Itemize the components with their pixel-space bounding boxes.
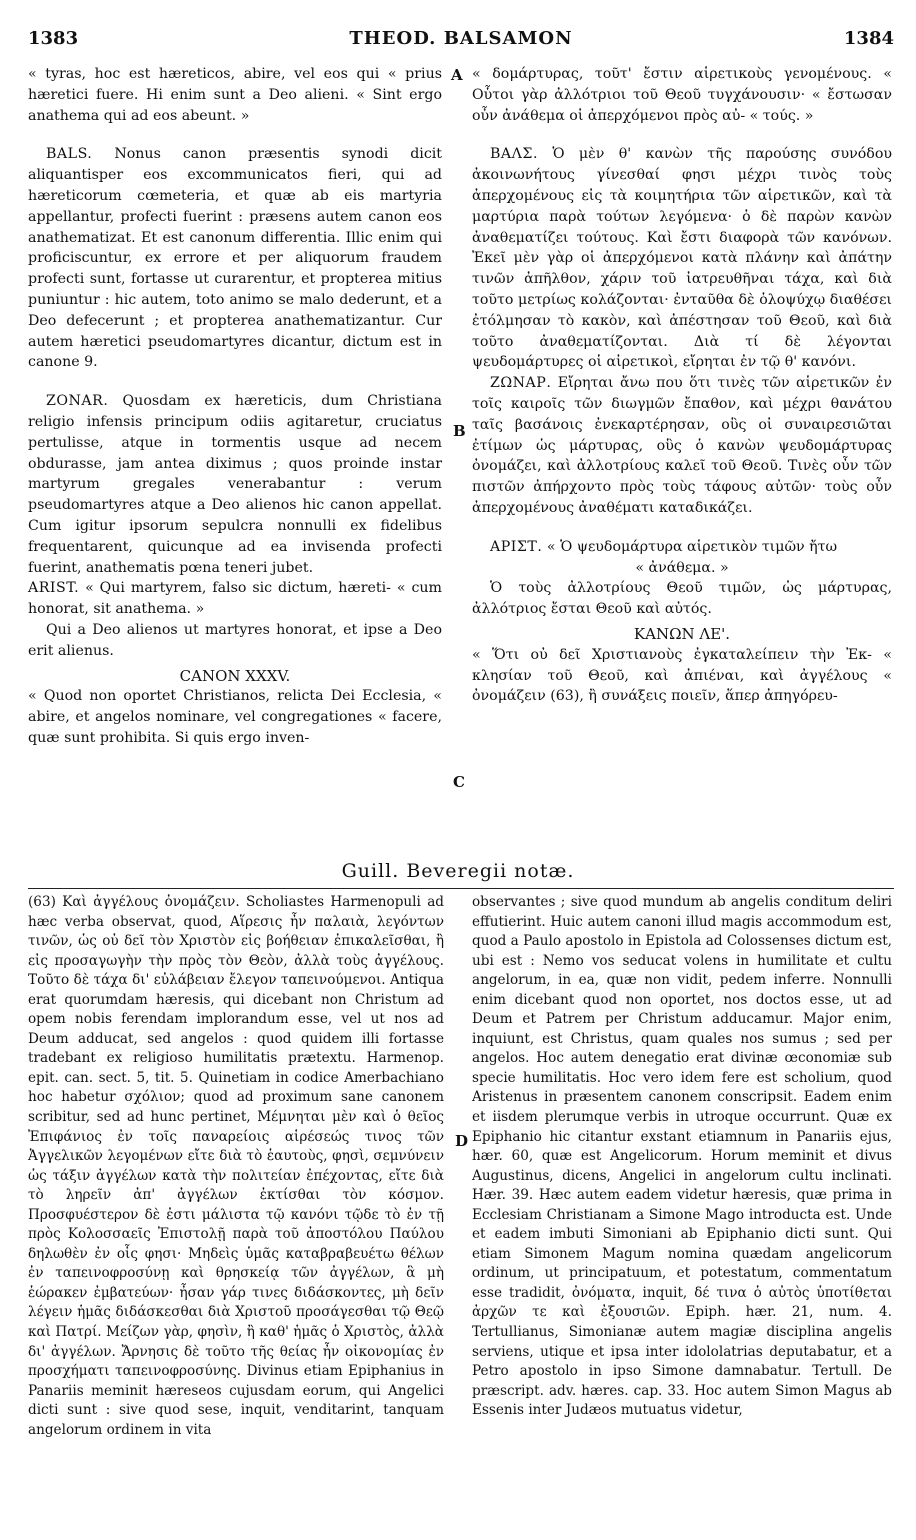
running-header — [28, 28, 894, 56]
commentary-text: Quosdam ex hæreticis, dum Christiana religio infensis principum odiis agitaretur, cruciatus pertulisse, atque in tormentis usque ad necem obdurasse, jam antea diximus ; quos proinde instar martyrum gregales venerabantur : verum pseudomartyres atque a Deo alienos hic canon appellat. Cum igitur ipsorum sepulcra nonnulli ex fidelibus frequentarent, quicunque ad ea invisenda profecti fuerint, anathematis pœna teneri jubet. — [28, 393, 443, 576]
greek-canon-title: ΚΑΝΩΝ ΛΕ'. — [633, 624, 731, 643]
note-text: (63) Καὶ ἀγγέλους ὀνομάζειν. Scholiastes Harmenopuli ad hæc verba observat, quod, Αἵρεσις ἦν παλαιὰ, λεγόντων τινῶν, ὡς οὐ δεῖ τὸν Χριστὸν εἰς βοήθειαν ἐπικαλεῖσθαι, ἢ εἰς προσαγωγὴν τὴν πρὸς τὸν Θεὸν, ἀλλὰ τοὺς ἀγγέλους. Τοῦτο δὲ τάχα δι' εὐλάβειαν ἔλεγον ταπεινούμενοι. Antiqua erat quorumdam hæresis, qui dicebant non Christum ad opem nobis ferendam implorandum esse, vel ut nos ad Deum adducat, sed angelos : quod quidem illi fortasse tradebant ex religioso humilitatis prætextu. Harmenop. epit. can. sect. 5, tit. 5. Quinetiam in codice Amerbachiano hoc habetur σχόλιον; quod ad proximum sane canonem scribitur, sed ad hunc pertinet, Μέμνηται μὲν καὶ ὁ θεῖος Ἐπιφάνιος ἐν τοῖς παναρείοις αἱρέσεώς τινος τῶν Ἀγγελικῶν λεγομένων εἴτε διὰ τὸ ἑαυτοὺς, φησὶ, σεμνύνειν ὡς τάξιν ἀγγέλων κατὰ τὴν πολιτείαν ἐπέχοντας, εἴτε διὰ τὸ ληρεῖν ἀπ' ἀγγέλων ἐκτίσθαι τὸν κόσμον. Προσφυέστερον δὲ ἐστι μάλιστα τῷ κανόνι τῷδε τὸ ἐν τῇ πρὸς Κολοσσαεῖς Ἐπιστολῇ παρὰ τοῦ ἀποστόλου Παύλου δηλωθὲν ἐν οἷς φησι· Μηδεὶς ὑμᾶς καταβραβευέτω θέλων ἐν ταπεινοφροσύνῃ καὶ θρησκείᾳ τῶν ἀγγέλων, ἃ μὴ ἑώρακεν ἐμβατεύων· ἦσαν γάρ τινες διδάσκοντες, μὴ δεῖν λέγειν ἡμᾶς διδάσκεσθαι διὰ Χριστοῦ προσάγεσθαι τῷ Θεῷ καὶ Πατρί. Μείζων γὰρ, φησὶν, ἢ καθ' ἡμᾶς ὁ Χριστὸς, ἀλλὰ δι' ἀγγέλων. Ἄρνησις δὲ τοῦτο τῆς θείας ἦν οἰκονομίας ἐν προσχήματι ταπεινοφροσύνης. Divinus etiam Epiphanius in Panariis meminit hæreseos cujusdam eorum, qui Angelici dicti sunt : sive quod sese, inquit, venditarint, tanquam angelorum ordinem in vita — [28, 894, 444, 1438]
latin-column — [28, 64, 442, 749]
greek-zonaras-commentary — [472, 373, 892, 519]
latin-canon-title: CANON XXXV. — [179, 666, 291, 685]
note-text: observantes ; sive quod mundum ab angelis conditum deliri effutierint. Huic autem canoni illud magis accommodum est, quod a Paulo apostolo in Epistola ad Colossenses dictum est, ubi est : Nemo vos seducat volens in humilitate et cultu angelorum, in ea, quæ non vidit, pedem inferre. Nonnulli enim dicebant quod non oportet, nos doctos esse, ut ad Deum et Patrem per Christum adducamur. Major enim, inquiunt, est Christus, quam quales nos sumus ; sed per angelos. Hoc autem denegatio erat divinæ œconomiæ sub specie humilitatis. Hoc vero idem fere est scholium, quod Aristenus in præsentem canonem conscripsit. Eadem enim et iisdem plerumque verbis in utroque occurrunt. Quæ ex Epiphanio hic citantur exstant etiamnum in Panariis ejus, hær. 60, quæ est Angelicorum. Horum meminit et divus Augustinus, dicens, Angelici in angelorum cultu inclinati. Hær. 39. Hæc autem eadem videtur hæresis, quæ prima in Ecclesiam Christianam a Simone Mago introducta est. Unde et eadem imbuti Simoniani ab Epiphanio dicti sunt. Qui etiam Simonem Magum nomina quædam angelicorum ordinum, ut principatuum, et potestatum, commentatum esse tradidit, ὀνόματα, inquit, δέ τινα ὁ αὐτὸς ὑποτίθεται ἀρχῶν τε καὶ ἐξουσιῶν. Epiph. hær. 21, num. 4. Tertullianus, Simonianæ autem magiæ disciplina angelis serviens, utique et ipsa inter idololatrias deputabatur, et a Petro apostolo in ipso Simone damnabatur. Tertull. De præscript. adv. hæres. cap. 33. Hoc autem Simon Magus ab Essenis inter Judæos mutuatus videtur, — [472, 894, 892, 1419]
margin-letter-a: A — [451, 66, 463, 84]
commentator-label: ΒΑΛΣ. — [490, 146, 538, 163]
margin-letter-b: B — [453, 422, 466, 440]
latin-balsamon-commentary — [28, 144, 442, 373]
greek-balsamon-commentary — [472, 144, 892, 373]
notes-divider — [28, 888, 894, 889]
commentator-label: ZONAR. — [46, 393, 109, 410]
latin-aristenus-commentary — [28, 578, 442, 620]
running-title: THEOD. BALSAMON — [349, 28, 573, 49]
latin-canon-text: « Quod non oportet Christianos, relicta Dei Ecclesia, « abire, et angelos nominare, vel congregationes « facere, quæ sunt prohibita. Si quis ergo inven- — [28, 688, 442, 746]
page-number-right: 1384 — [843, 28, 894, 49]
greek-canon-end: « δομάρτυρας, τοῦτ' ἔστιν αἱρετικοὺς γενομένους. « Οὗτοι γὰρ ἀλλότριοι τοῦ Θεοῦ τυγχάνουσιν· « ἔστωσαν οὖν ἀνάθεμα οἱ ἀπερχόμενοι πρὸς αὐ- « τούς. » — [472, 66, 892, 124]
commentary-text: Εἴρηται ἄνω που ὅτι τινὲς τῶν αἱρετικῶν ἐν τοῖς καιροῖς τῶν διωγμῶν ἔπαθον, καὶ μέχρι θανάτου ταῖς βασάνοις ἐνεκαρτέρησαν, οὓς οἱ συναιρεσιῶται ἐτίμων ὡς μάρτυρας, οὓς ὁ κανὼν ψευδομάρτυρας ὀνομάζει, καὶ ἀλλοτρίους καλεῖ τοῦ Θεοῦ. Τινὲς οὖν τῶν πιστῶν ἀπήρχοντο πρὸς τοὺς τάφους αὐτῶν· τοὺς οὖν ἀπερχομένους ἀναθέματι καταδικάζει. — [472, 375, 892, 516]
greek-aristenus-commentary — [472, 537, 892, 558]
latin-zonaras-commentary — [28, 391, 442, 578]
margin-letter-d: D — [455, 1132, 469, 1150]
commentator-label: ARIST. — [28, 580, 80, 597]
notes-title: Guill. Beveregii notæ. — [341, 860, 575, 882]
margin-letter-c: C — [453, 773, 465, 791]
commentary-text: « Qui martyrem, falso sic dictum, hæreti- « cum honorat, sit anathema. » — [28, 580, 443, 618]
commentary-text: Nonus canon præsentis synodi dicit aliquantisper eos excommunicatos fieri, qui ad hæreticorum cœmeteria, et quæ ab eis martyria appellantur, profecti fuerint : præsens autem canon eos anathematizat. Et est canonum differentia. Illic enim qui proficiscuntur, ex errore et per aliquorum fraudem profecti sunt, fortasse ut curarentur, et propterea mitius puniuntur : hic autem, toto animo se malo dederunt, et a Deo defecerunt ; et propterea anathematizantur. Cur autem hæretici pseudomartyres dicantur, dictum est in canone 9. — [28, 146, 443, 371]
commentary-text: Ὁ μὲν θ' κανὼν τῆς παρούσης συνόδου ἀκοινωνήτους γίνεσθαί φησι μέχρι τινὸς τοὺς ἀπερχομένους εἰς τὰ κοιμητήρια τῶν αἱρετικῶν, καὶ τὰ μαρτύρια παρὰ τούτων λεγόμενα· ὁ δὲ παρὼν κανὼν ἀναθεματίζει τούτους. Καὶ ἔστι διαφορὰ τῶν κανόνων. Ἐκεῖ μὲν γὰρ οἱ ἀπερχόμενοι κατὰ πλάνην καὶ ἀπάτην τινῶν ἀπῆλθον, χάριν τοῦ ἰατρευθῆναι τάχα, καὶ διὰ τοῦτο μετρίως κολάζονται· ἐνταῦθα δὲ ὁλοψύχῳ διαθέσει ἐτόλμησαν τὸ κακὸν, καὶ ἀπέστησαν τοῦ Θεοῦ, καὶ διὰ τοῦτο ἀναθεματίζονται. Διὰ τί δὲ λέγονται ψευδομάρτυρες οἱ αἱρετικοὶ, εἴρηται ἐν τῷ θ' κανόνι. — [472, 146, 892, 371]
commentator-label: ΑΡΙΣΤ. — [490, 538, 543, 555]
greek-aristenus-commentary-end: « ἀνάθεμα. » — [635, 559, 729, 576]
greek-canon-text: « Ὅτι οὐ δεῖ Χριστιανοὺς ἐγκαταλείπειν τὴν Ἐκ- « κλησίαν τοῦ Θεοῦ, καὶ ἀπιέναι, καὶ ἀγγέλους « ὀνομάζειν (63), ἢ συνάξεις ποιεῖν, ἅπερ ἀπηγόρευ- — [472, 646, 892, 705]
commentator-label: ΖΩΝΑΡ. — [490, 375, 552, 392]
page-number-left: 1383 — [28, 28, 79, 49]
commentator-label: BALS. — [46, 146, 93, 163]
latin-canon-end: « tyras, hoc est hæreticos, abire, vel eos qui « prius hæretici fuere. Hi enim sunt a Deo alieni. « Sint ergo anathema qui ad eos abeunt. » — [28, 66, 442, 124]
notes-right-column — [472, 893, 892, 1421]
greek-aristenus-gloss: Ὁ τοὺς ἀλλοτρίους Θεοῦ τιμῶν, ὡς μάρτυρας, ἀλλότριος ἔσται Θεοῦ καὶ αὐτός. — [472, 580, 892, 618]
latin-aristenus-gloss: Qui a Deo alienos ut martyres honorat, et ipse a Deo erit alienus. — [28, 621, 442, 659]
notes-left-column — [28, 893, 444, 1440]
greek-column — [472, 64, 892, 707]
commentary-text: « Ὁ ψευδομάρτυρα αἱρετικὸν τιμῶν ἤτω — [546, 538, 838, 555]
